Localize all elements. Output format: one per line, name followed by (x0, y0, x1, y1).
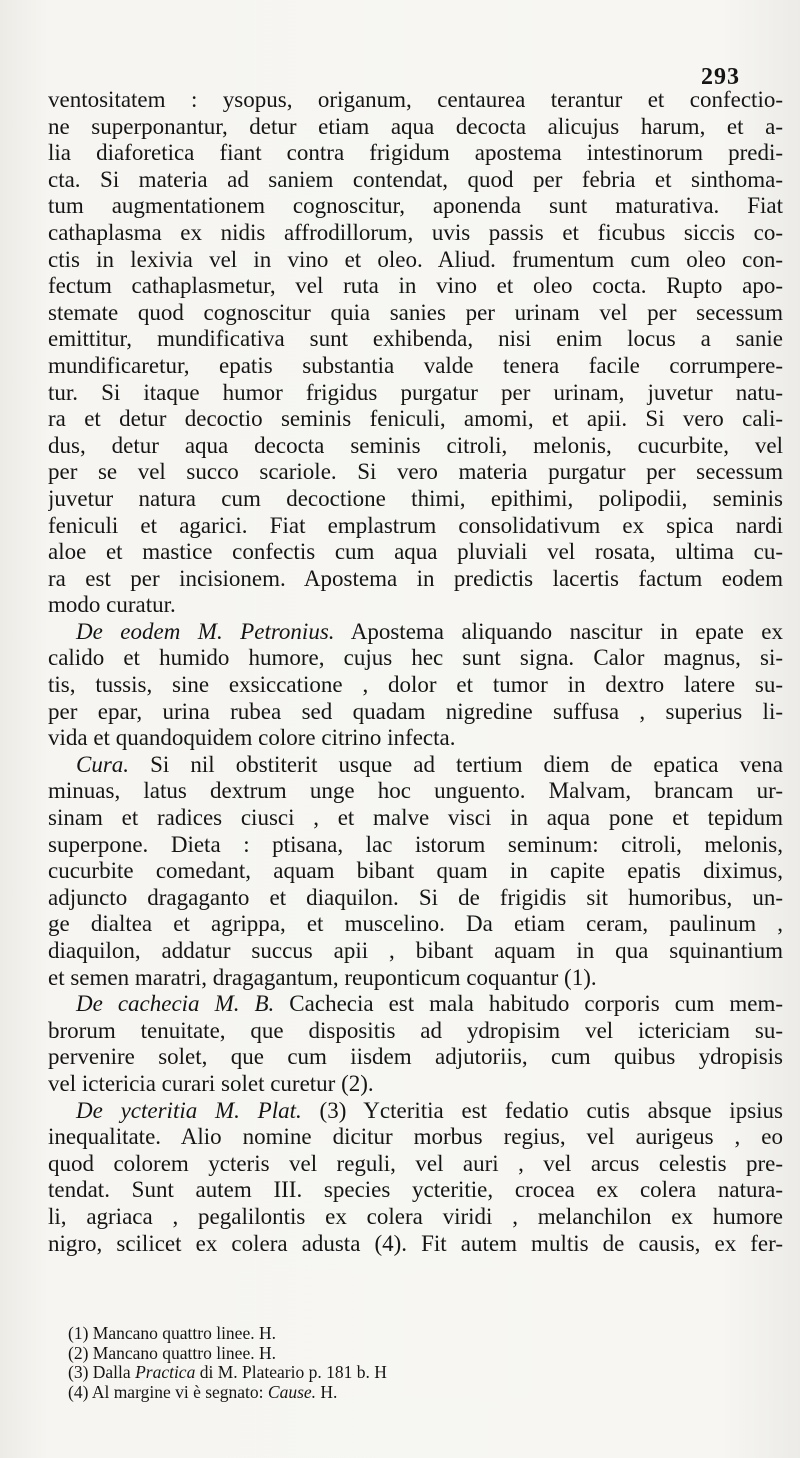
line-text: cathaplasma ex nidis affrodillorum, uvis passis et ficubus siccis co- (48, 219, 783, 245)
text-line (48, 486, 783, 513)
line-text: per se vel succo scariole. Si vero materia purgatur per secessum (48, 459, 783, 485)
text-line (48, 1044, 783, 1071)
text-line (48, 406, 783, 433)
footnote (68, 1324, 718, 1344)
line-text: tendat. Sunt autem III. species ycteritie, crocea ex colera natura- (48, 1177, 783, 1203)
text-line (48, 778, 783, 805)
line-text: (3) Ycteritia est fedatio cutis absque ipsius (301, 1097, 783, 1123)
line-text: per epar, urina rubea sed quadam nigredine suffusa , superius li- (48, 698, 783, 724)
line-text: Si nil obstiterit usque ad tertium diem de epatica vena (129, 751, 783, 777)
text-line (48, 1018, 783, 1045)
footnote-source-title: Cause. (267, 1381, 317, 1402)
line-text: adjuncto dragaganto et diaquilon. Si de frigidis sit humoribus, un- (48, 884, 783, 910)
text-line (48, 645, 783, 672)
text-line (48, 619, 783, 646)
line-text: quod colorem ycteris vel reguli, vel auri , vel arcus celestis pre- (48, 1150, 783, 1176)
text-line (48, 247, 783, 274)
line-text: fectum cathaplasmetur, vel ruta in vino et oleo cocta. Rupto apo- (48, 273, 783, 299)
text-line (48, 1071, 783, 1098)
text-line (48, 353, 783, 380)
text-line (48, 592, 783, 619)
line-text: sinam et radices ciusci , et malve visci in aqua pone et tepidum (48, 805, 783, 831)
line-text: feniculi et agarici. Fiat emplastrum consolidativum ex spica nardi (48, 512, 783, 538)
line-text: emittitur, mundificativa sunt exhibenda, nisi enim locus a sanie (48, 326, 783, 352)
text-line (48, 566, 783, 593)
text-line (48, 965, 783, 992)
text-line (48, 220, 783, 247)
text-line (48, 114, 783, 141)
text-line (48, 1231, 783, 1258)
text-line (48, 300, 783, 327)
footnote (68, 1363, 718, 1383)
footnote (68, 1344, 718, 1364)
line-text: calido et humido humore, cujus hec sunt signa. Calor magnus, si- (48, 645, 783, 671)
line-text: li, agriaca , pegalilontis ex colera viridi , melanchilon ex humore (48, 1203, 783, 1229)
text-line (48, 193, 783, 220)
text-line (48, 725, 783, 752)
text-line (48, 273, 783, 300)
footnote-text: (2) Mancano quattro linee. H. (68, 1342, 276, 1363)
text-line (48, 87, 783, 114)
section-heading: Cura. (76, 751, 130, 777)
footnote (68, 1383, 718, 1403)
text-line (48, 140, 783, 167)
footnotes (68, 1324, 718, 1402)
line-text: lia diaforetica fiant contra frigidum apostema intestinorum predi- (48, 140, 783, 166)
line-text: cta. Si materia ad saniem contendat, quod per febria et sinthoma- (48, 166, 783, 192)
line-text: aloe et mastice confectis cum aqua pluviali vel rosata, ultima cu- (48, 539, 783, 565)
line-text: diaquilon, addatur succus apii , bibant aquam in qua squinantium (48, 938, 783, 963)
line-text: ne superponantur, detur etiam aqua decocta alicujus harum, et a- (48, 113, 783, 139)
line-text: tum augmentationem cognoscitur, aponenda sunt maturativa. Fiat (48, 193, 783, 219)
text-line (48, 1151, 783, 1178)
line-text: pervenire solet, que cum iisdem adjutoriis, cum quibus ydropisis (48, 1044, 783, 1070)
line-text: superpone. Dieta : ptisana, lac istorum seminum: citroli, melonis, (48, 831, 783, 857)
footnote-source-title: Practica (135, 1362, 196, 1382)
text-line (48, 167, 783, 194)
text-line (48, 752, 783, 779)
line-text: vel ictericia curari solet curetur (2). (48, 1070, 374, 1096)
text-line (48, 699, 783, 726)
text-line (48, 805, 783, 832)
line-text: ge dialtea et agrippa, et muscelino. Da etiam ceram, paulinum , (48, 911, 783, 937)
line-text: stemate quod cognoscitur quia sanies per urinam vel per secessum (48, 299, 783, 325)
line-text: modo curatur. (48, 592, 176, 618)
text-line (48, 1204, 783, 1231)
line-text: tur. Si itaque humor frigidus purgatur per urinam, juvetur natu- (48, 379, 783, 405)
line-text: ra et detur decoctio seminis feniculi, amomi, et apii. Si vero cali- (48, 406, 783, 432)
line-text: Apostema aliquando nascitur in epate ex (334, 618, 783, 644)
text-line (48, 1098, 783, 1125)
text-line (48, 672, 783, 699)
text-line (48, 459, 783, 486)
section-heading: De ycteritia M. Plat. (76, 1097, 302, 1123)
line-text: juvetur natura cum decoctione thimi, epithimi, polipodii, seminis (48, 485, 783, 511)
footnote-text: (3) Dalla (68, 1362, 136, 1382)
text-line (48, 832, 783, 859)
text-line (48, 1177, 783, 1204)
text-line (48, 991, 783, 1018)
line-text: et semen maratri, dragagantum, reuponticum coquantur (1). (48, 964, 597, 990)
main-text-block (48, 87, 783, 1257)
line-text: mundificaretur, epatis substantia valde tenera facile corrumpere- (48, 352, 783, 378)
text-line (48, 885, 783, 912)
line-text: minuas, latus dextrum unge hoc unguento. Malvam, brancam ur- (48, 778, 783, 804)
text-line (48, 326, 783, 353)
text-line (48, 938, 783, 965)
line-text: vida et quandoquidem colore citrino infecta. (48, 725, 456, 751)
section-heading: De cachecia M. B. (76, 991, 275, 1017)
text-line (48, 380, 783, 407)
line-text: brorum tenuitate, que dispositis ad ydropisim vel ictericiam su- (48, 1017, 783, 1043)
footnote-text: H. (316, 1381, 338, 1402)
footnote-text: di M. Plateario p. 181 b. H (195, 1362, 387, 1382)
footnote-text: (1) Mancano quattro linee. H. (68, 1323, 276, 1343)
line-text: ventositatem : ysopus, origanum, centaurea terantur et confectio- (48, 87, 783, 112)
line-text: ctis in lexivia vel in vino et oleo. Aliud. frumentum cum oleo con- (48, 246, 783, 272)
line-text: nigro, scilicet ex colera adusta (4). Fit autem multis de causis, ex fer- (48, 1230, 783, 1256)
text-line (48, 539, 783, 566)
text-line (48, 1124, 783, 1151)
section-heading: De eodem M. Petronius. (76, 618, 335, 644)
text-line (48, 513, 783, 540)
text-line (48, 911, 783, 938)
line-text: Cachecia est mala habitudo corporis cum mem- (274, 991, 783, 1017)
footnote-text: (4) Al margine vi è segnato: (68, 1381, 268, 1402)
text-line (48, 433, 783, 460)
line-text: tis, tussis, sine exsiccatione , dolor et tumor in dextro latere su- (48, 672, 783, 698)
line-text: ra est per incisionem. Apostema in predictis lacertis factum eodem (48, 565, 783, 591)
line-text: cucurbite comedant, aquam bibant quam in capite epatis diximus, (48, 858, 783, 884)
line-text: inequalitate. Alio nomine dicitur morbus regius, vel aurigeus , eo (48, 1124, 783, 1150)
page-number: 293 (701, 64, 740, 90)
line-text: dus, detur aqua decocta seminis citroli, melonis, cucurbite, vel (48, 432, 783, 458)
text-line (48, 858, 783, 885)
